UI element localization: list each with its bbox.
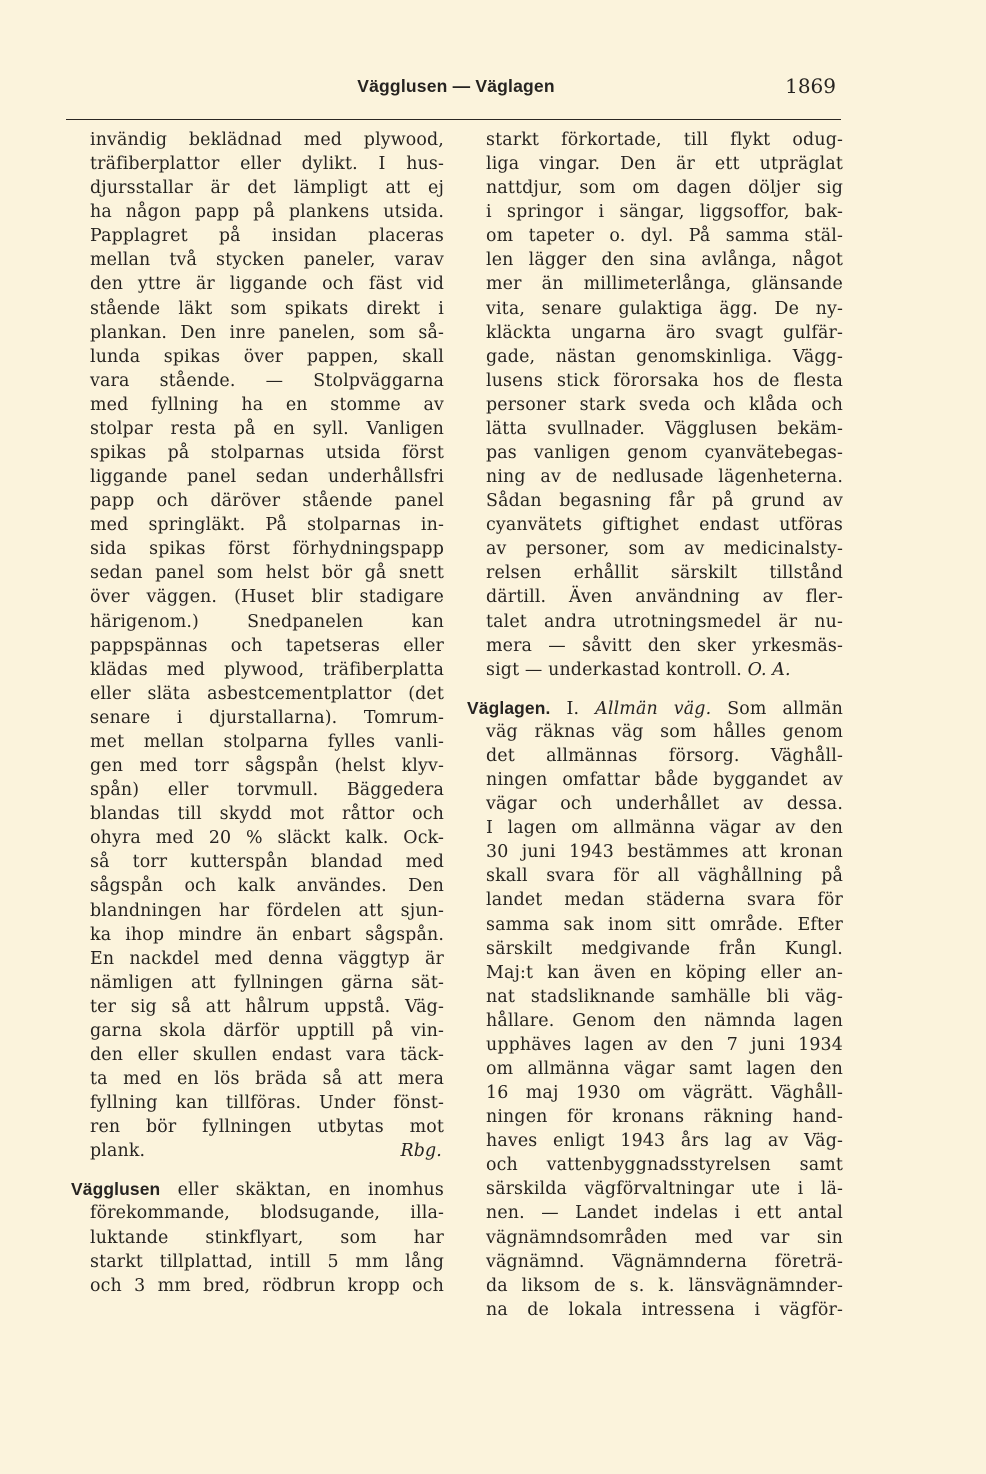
- text-line: så torr kutterspån blandad med: [90, 852, 444, 873]
- text-line: luktande stinkflyart, som har: [90, 1227, 444, 1248]
- right-column: [467, 128, 843, 1322]
- text-line: sida spikas först förhydningspapp: [90, 539, 444, 560]
- text-line: vägnämnd. Vägnämnderna företrä-: [486, 1251, 843, 1272]
- section-subtitle: Allmän väg.: [595, 698, 712, 719]
- text-line: vita, senare gulaktiga ägg. De ny-: [486, 298, 843, 319]
- text-line: nat stadsliknande samhälle bli väg-: [486, 986, 843, 1007]
- text-line: ren bör fyllningen utbytas mot: [90, 1117, 444, 1138]
- text-line: därtill. Även användning av fler-: [486, 587, 843, 608]
- headword-vaglagen: Väglagen.: [467, 697, 551, 718]
- text-line: gen med torr sågspån (helst klyv-: [90, 756, 444, 777]
- text-line: blandningen har fördelen att sjun-: [90, 900, 444, 921]
- text-line: Maj:t kan även en köping eller an-: [486, 962, 843, 983]
- text-line: liga vingar. Den är ett utpräglat: [486, 154, 843, 175]
- text-line: cyanvätets giftighet endast utföras: [486, 515, 843, 536]
- text-line: skall svara för all väghållning på: [486, 866, 843, 887]
- text-line: upphäves lagen av den 7 juni 1934: [486, 1034, 843, 1055]
- text-line: plankan. Den inre panelen, som så-: [90, 322, 444, 343]
- text-line: förekommande, blodsugande, illa-: [90, 1203, 444, 1224]
- text-line: och vattenbyggnadsstyrelsen samt: [486, 1155, 843, 1176]
- text-line: I lagen om allmänna vägar av den: [486, 818, 843, 839]
- text-line: garna skola därför upptill på vin-: [90, 1020, 444, 1041]
- entry-gap: [486, 682, 843, 696]
- text-line: nattdjur, som om dagen döljer sig: [486, 178, 843, 199]
- text-line: i springor i sängar, liggsoffor, bak-: [486, 202, 843, 223]
- text-line: ter sig så att hålrum uppstå. Väg-: [90, 996, 444, 1017]
- text-line: ka ihop mindre än enbart sågspån.: [90, 924, 444, 945]
- text-line: med springläkt. På stolparnas in-: [90, 515, 444, 536]
- text-line: stående läkt som spikats direkt i: [90, 298, 444, 319]
- text-line: haves enligt 1943 års lag av Väg-: [486, 1131, 843, 1152]
- text-line: av personer, som av medicinalsty-: [486, 539, 843, 560]
- text-line: len lägger den sina avlånga, något: [486, 250, 843, 271]
- text-line: starkt förkortade, till flykt odug-: [486, 130, 843, 150]
- right-paragraph-1-final-line: [486, 658, 843, 682]
- entry-first-line-text: eller skäktan, en inomhus: [177, 1180, 444, 1201]
- header-rule: [66, 119, 841, 120]
- text-line: 30 juni 1943 bestämmes att kronan: [486, 842, 843, 863]
- text-line: den eller skullen endast vara täck-: [90, 1044, 444, 1065]
- entry-vagglusen-first-line: [71, 1177, 444, 1201]
- text-line: eller släta asbestcementplattor (det: [90, 683, 444, 704]
- text-line: personer stark sveda och klåda och: [486, 394, 843, 415]
- text-line: träfiberplattor eller dylikt. I hus-: [90, 154, 444, 175]
- text-line: ta med en lös bräda så att mera: [90, 1069, 444, 1090]
- left-paragraph-1-final-line: [90, 1139, 444, 1163]
- entry-vaglagen-first-line: [467, 696, 843, 720]
- text-line: senare i djurstallarna). Tomrum-: [90, 707, 444, 728]
- text-line: blandas till skydd mot råttor och: [90, 804, 444, 825]
- text-line: vägar och underhållet av dessa.: [486, 794, 843, 815]
- text-line: lätta svullnader. Vägglusen bekäm-: [486, 418, 843, 439]
- signature: Rbg.: [400, 1141, 442, 1162]
- text-line: ha någon papp på plankens utsida.: [90, 202, 444, 223]
- text-line: över väggen. (Huset blir stadigare: [90, 587, 444, 608]
- text-line: mer än millimeterlånga, glänsande: [486, 274, 843, 295]
- final-text: plank.: [90, 1141, 146, 1162]
- text-line: liggande panel sedan underhållsfri: [90, 467, 444, 488]
- text-line: den yttre är liggande och fäst vid: [90, 274, 444, 295]
- entry-gap: [90, 1163, 444, 1177]
- text-line: lusens stick förorsaka hos de flesta: [486, 370, 843, 391]
- text-line: om allmänna vägar samt lagen den: [486, 1058, 843, 1079]
- text-line: kläckta ungarna äro svagt gulfär-: [486, 322, 843, 343]
- page-number: 1869: [785, 74, 836, 98]
- text-line: invändig beklädnad med plywood,: [90, 130, 444, 150]
- text-line: fyllning kan tillföras. Under fönst-: [90, 1093, 444, 1114]
- header-title: Vägglusen — Väglagen: [357, 76, 555, 96]
- text-line: da liksom de s. k. länsvägnämnder-: [486, 1275, 843, 1296]
- text-line: spikas på stolparnas utsida först: [90, 443, 444, 464]
- text-line: papp och däröver stående panel: [90, 491, 444, 512]
- text-line: det allmännas försorg. Väghåll-: [486, 745, 843, 766]
- text-line: ningen för kronans räkning hand-: [486, 1107, 843, 1128]
- text-line: och 3 mm bred, rödbrun kropp och: [90, 1275, 444, 1296]
- left-column: [71, 128, 444, 1298]
- text-line: mera — såvitt den sker yrkesmäs-: [486, 635, 843, 656]
- text-line: hållare. Genom den nämnda lagen: [486, 1010, 843, 1031]
- text-line: ningen omfattar både byggandet av: [486, 770, 843, 791]
- right-paragraph-1: [486, 128, 843, 658]
- text-line: med fyllning ha en stomme av: [90, 394, 444, 415]
- entry-first-line-text: Som allmän: [727, 698, 843, 719]
- text-line: lunda spikas över pappen, skall: [90, 346, 444, 367]
- text-line: starkt tillplattad, intill 5 mm lång: [90, 1251, 444, 1272]
- text-line: pappspännas och tapetseras eller: [90, 635, 444, 656]
- text-line: relsen erhållit särskilt tillstånd: [486, 563, 843, 584]
- text-line: talet andra utrotningsmedel är nu-: [486, 611, 843, 632]
- section-numeral: I.: [566, 698, 580, 719]
- text-line: sågspån och kalk användes. Den: [90, 876, 444, 897]
- left-paragraph-1: [90, 128, 444, 1139]
- entry-vagglusen-body: [90, 1201, 444, 1297]
- text-line: spån) eller torvmull. Bäggedera: [90, 780, 444, 801]
- text-line: stolpar resta på en syll. Vanligen: [90, 418, 444, 439]
- text-line: väg räknas väg som hålles genom: [486, 721, 843, 742]
- text-line: mellan två stycken paneler, varav: [90, 250, 444, 271]
- text-line: nämligen att fyllningen gärna sät-: [90, 972, 444, 993]
- text-line: pas vanligen genom cyanvätebegas-: [486, 443, 843, 464]
- text-line: vägnämndsområden med var sin: [486, 1227, 843, 1248]
- text-line: 16 maj 1930 om vägrätt. Väghåll-: [486, 1083, 843, 1104]
- text-line: En nackdel med denna väggtyp är: [90, 948, 444, 969]
- text-line: ning av de nedlusade lägenheterna.: [486, 467, 843, 488]
- running-header: [76, 74, 836, 108]
- text-line: gade, nästan genomskinliga. Vägg-: [486, 346, 843, 367]
- entry-vaglagen-body: [486, 720, 843, 1322]
- text-line: om tapeter o. dyl. På samma stäl-: [486, 226, 843, 247]
- text-line: vara stående. — Stolpväggarna: [90, 370, 444, 391]
- text-line: särskilt medgivande från Kungl.: [486, 938, 843, 959]
- text-line: ohyra med 20 % släckt kalk. Ock-: [90, 828, 444, 849]
- signature: O. A.: [747, 659, 791, 680]
- text-line: Papplagret på insidan placeras: [90, 226, 444, 247]
- text-line: härigenom.) Snedpanelen kan: [90, 611, 444, 632]
- headword-vagglusen: Vägglusen: [71, 1179, 161, 1200]
- text-line: klädas med plywood, träfiberplatta: [90, 659, 444, 680]
- text-line: nen. — Landet indelas i ett antal: [486, 1203, 843, 1224]
- text-line: landet medan städerna svara för: [486, 890, 843, 911]
- text-line: särskilda vägförvaltningar ute i lä-: [486, 1179, 843, 1200]
- text-line: Sådan begasning får på grund av: [486, 491, 843, 512]
- text-line: sedan panel som helst bör gå snett: [90, 563, 444, 584]
- text-line: met mellan stolparna fylles vanli-: [90, 731, 444, 752]
- final-text: sigt — underkastad kontroll.: [486, 659, 742, 680]
- text-line: na de lokala intressena i vägför-: [486, 1299, 843, 1320]
- text-line: djursstallar är det lämpligt att ej: [90, 178, 444, 199]
- text-line: samma sak inom sitt område. Efter: [486, 914, 843, 935]
